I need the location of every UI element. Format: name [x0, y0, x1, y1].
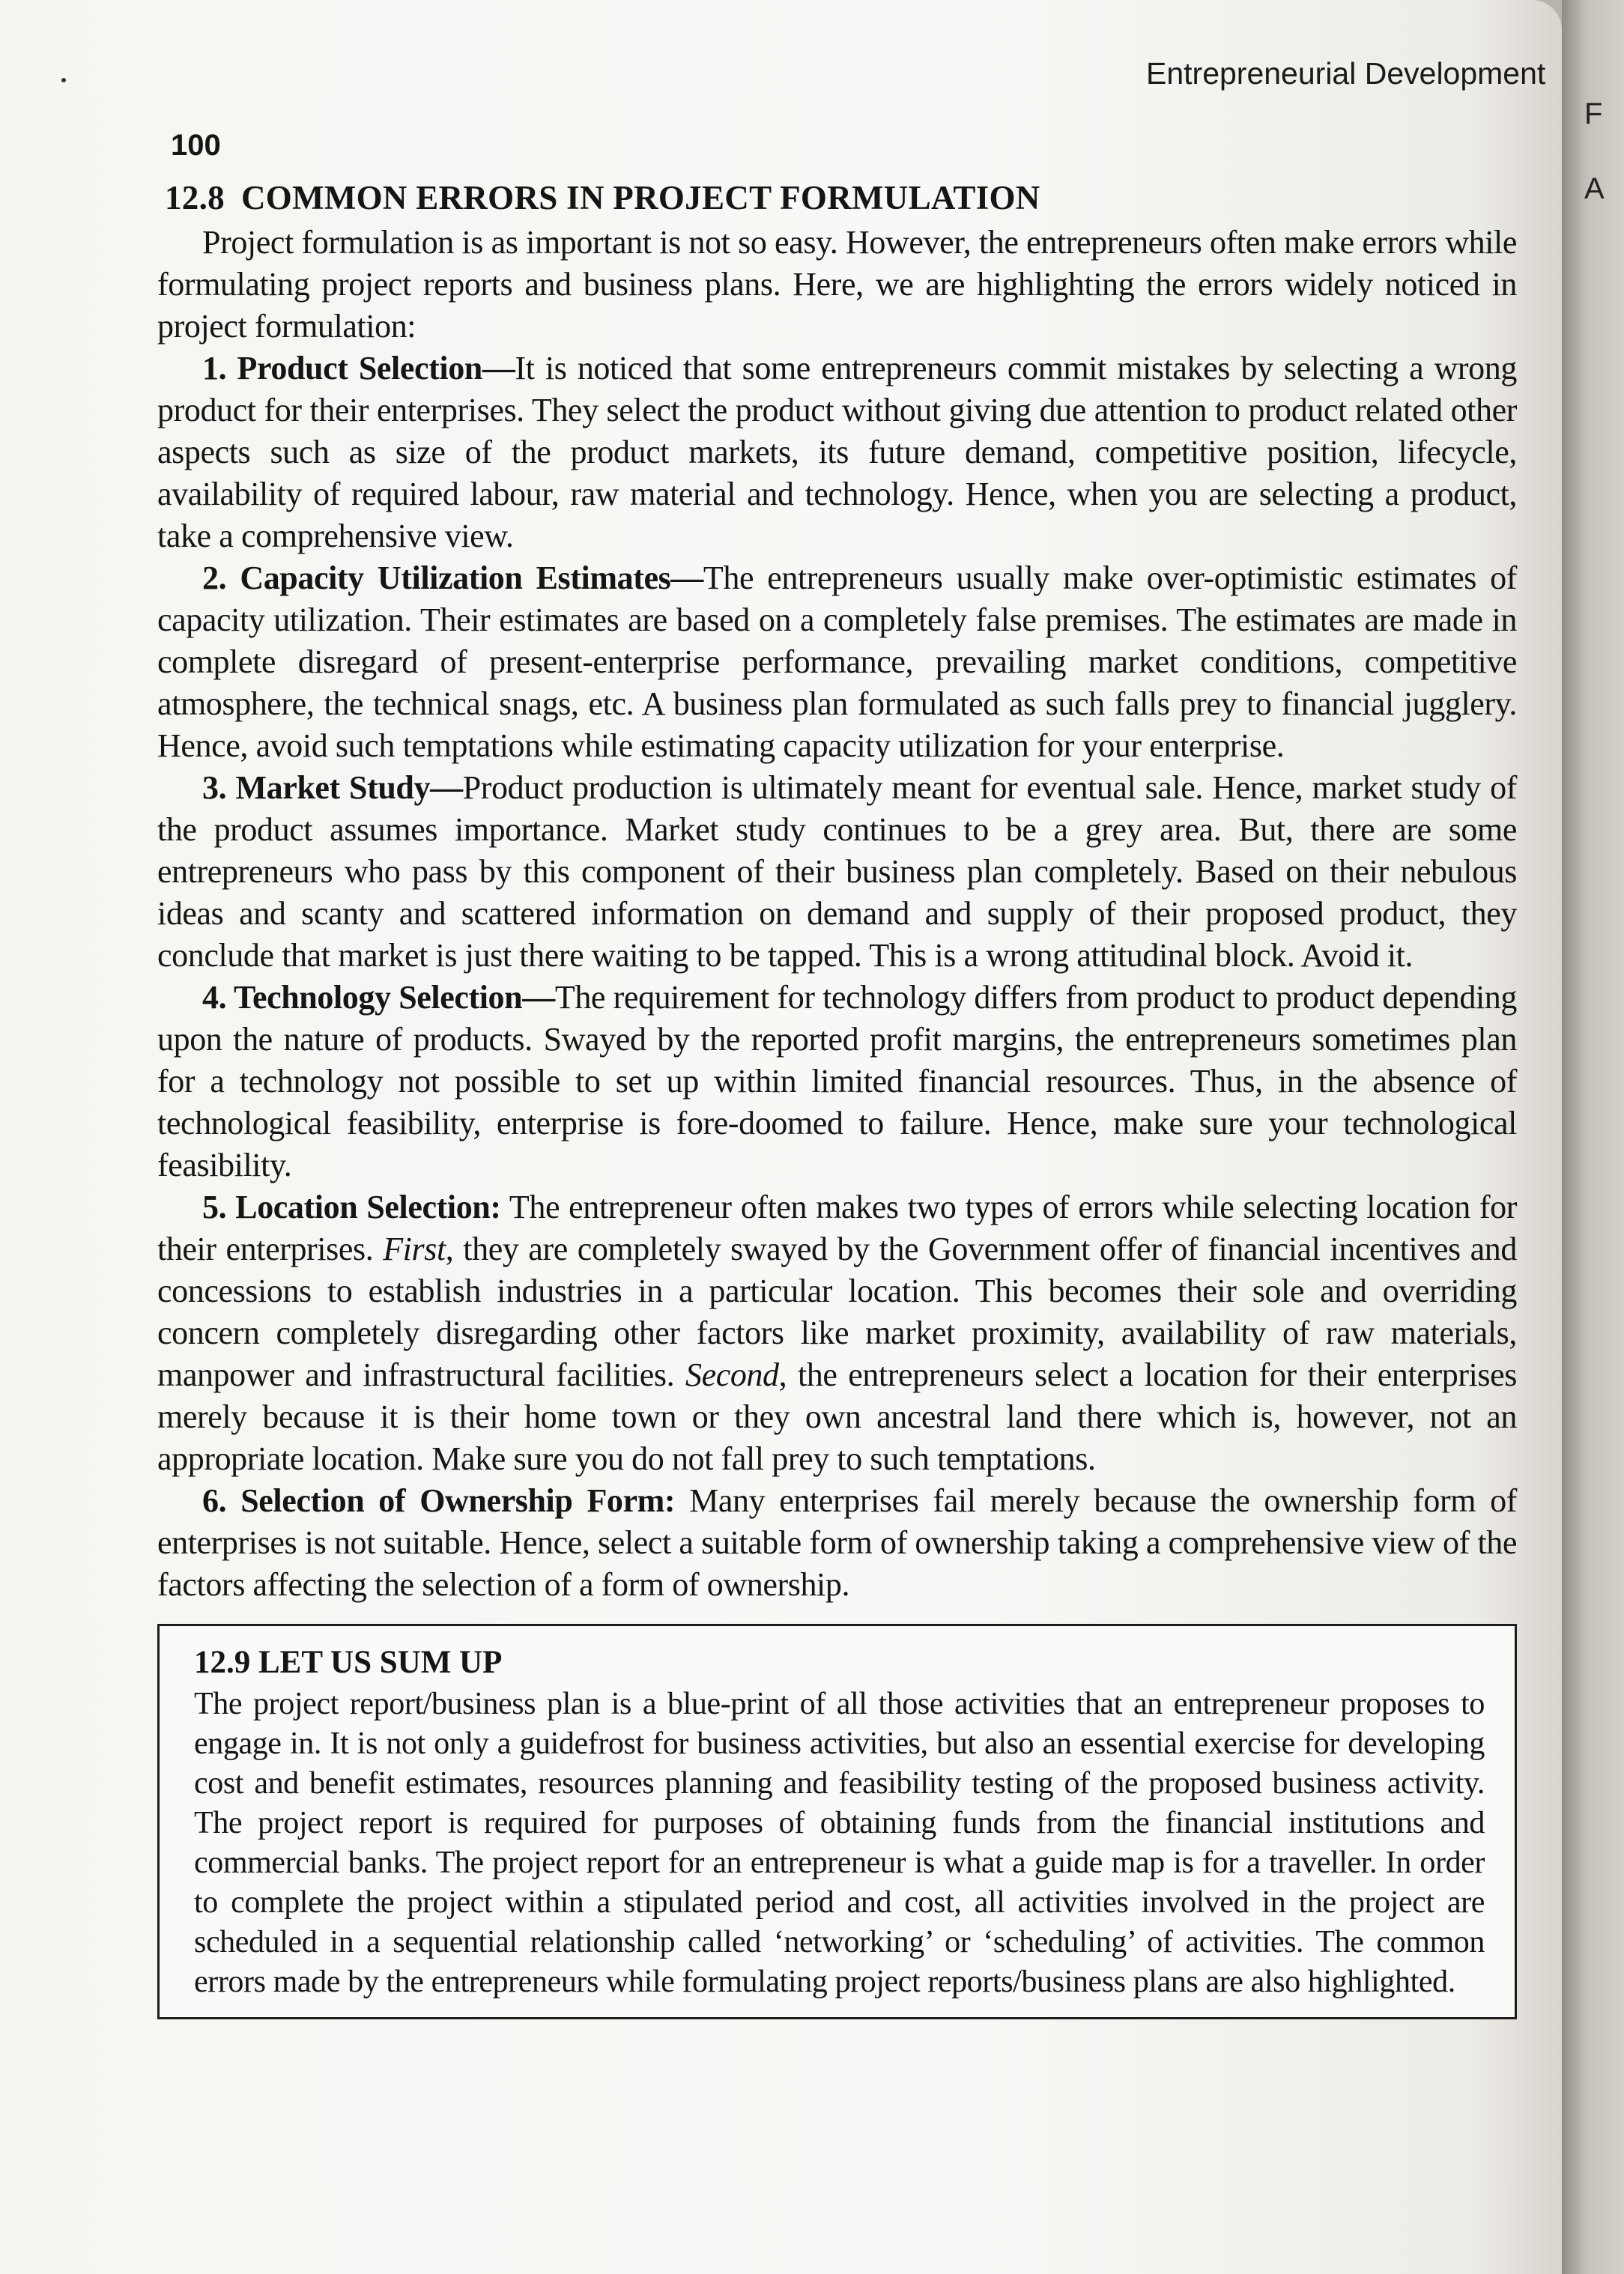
adjacent-page-fragment: A [1584, 172, 1605, 205]
item-text: The entrepreneurs usually make over-optimistic estimates of capacity utilization. Their estimates are based on a completely false premises. The estimates are made in complete disregard of present-enterprise performance, prevailing market conditions, competitive atmosphere, the technical snags, etc. A business plan formulated as such falls prey to financial jugglery. Hence, avoid such temptations while estimating capacity utilization for your enterprise. [157, 560, 1517, 764]
page-flow [157, 177, 1517, 2019]
item-text: The entrepreneur often makes two types of errors while selecting location for their enterprises. [157, 1189, 1517, 1267]
summary-box [157, 1624, 1517, 2019]
summary-body: The project report/business plan is a blue-print of all those activities that an entrepreneur proposes to engage in. It is not only a guidefrost for business activities, but also an essential exercise for developing cost and benefit estimates, resources planning and feasibility testing of the proposed business activity. The project report is required for purposes of obtaining funds from the financial institutions and commercial banks. The project report for an entrepreneur is what a guide map is for a traveller. In order to complete the project within a stipulated period and cost, all activities involved in the project are scheduled in a sequential relationship called ‘networking’ or ‘scheduling’ of activities. The common errors made by the entrepreneurs while formulating project reports/business plans are also highlighted. [194, 1687, 1485, 1999]
error-item-location-selection [157, 1186, 1517, 1480]
item-text: Product production is ultimately meant for eventual sale. Hence, market study of the product assumes importance. Market study continues to be a grey area. But, there are some entrepreneurs who pass by this component of their business plan completely. Based on their nebulous ideas and scanty and scattered information on demand and supply of their proposed product, they conclude that market is just there waiting to be tapped. This is a wrong attitudinal block. Avoid it. [157, 769, 1517, 974]
running-title: Entrepreneurial Development [1146, 56, 1546, 91]
error-item-market-study [157, 767, 1517, 977]
item-text: Many enterprises fail merely because the ownership form of enterprises is not suitable. Hence, select a suitable form of ownership taking a comprehensive view of the factors affecting the selection of a form of ownership. [157, 1482, 1517, 1603]
item-lead: 3. Market Study— [202, 769, 463, 806]
adjacent-page-edge [1562, 0, 1624, 2274]
item-lead: 6. Selection of Ownership Form: [202, 1482, 676, 1519]
adjacent-page-fragment: F [1584, 97, 1603, 130]
item-text: The requirement for technology differs from product to product depending upon the nature of products. Swayed by the reported profit margins, the entrepreneurs sometimes plan for a technology not possible to set up within limited financial resources. Thus, in the absence of technological feasibility, enterprise is fore-doomed to failure. Hence, make sure your technological feasibility. [157, 979, 1517, 1183]
summary-heading: 12.9 LET US SUM UP [194, 1645, 503, 1680]
item-lead: 2. Capacity Utilization Estimates— [202, 560, 703, 596]
intro-paragraph: Project formulation is as important is not so easy. However, the entrepreneurs often make errors while formulating project reports and business plans. Here, we are highlighting the errors widely noticed in project formulation: [157, 224, 1517, 345]
section-title: COMMON ERRORS IN PROJECT FORMULATION [240, 179, 1040, 216]
speck [61, 78, 66, 82]
item-lead: 1. Product Selection— [202, 350, 515, 386]
main-content [157, 177, 1517, 1606]
item-text: , they are completely swayed by the Government offer of financial incentives and concessions to establish industries in a particular location. This becomes their sole and overriding concern completely disregarding other factors like market proximity, availability of raw materials, manpower and infrastructural facilities. [157, 1231, 1517, 1393]
item-lead: 5. Location Selection: [202, 1189, 501, 1225]
item-text: , the entrepreneurs select a location for their enterprises merely because it is their home town or they own ancestral land there which is, however, not an appropriate location. Make sure you do not fall prey to such temptations. [157, 1356, 1517, 1477]
item-text: It is noticed that some entrepreneurs commit mistakes by selecting a wrong product for their enterprises. They select the product without giving due attention to product related other aspects such as size of the product markets, its future demand, competitive position, lifecycle, availability of required labour, raw material and technology. Hence, when you are selecting a product, take a comprehensive view. [157, 350, 1517, 554]
error-item-technology-selection [157, 977, 1517, 1186]
error-item-ownership-form [157, 1480, 1517, 1606]
section-number: 12.8 [165, 179, 225, 216]
error-item-product-selection [157, 348, 1517, 557]
item-emphasis: Second [685, 1356, 779, 1393]
section-heading [165, 177, 1517, 219]
item-emphasis: First [383, 1231, 446, 1267]
page-number: 100 [171, 129, 221, 162]
item-lead: 4. Technology Selection— [202, 979, 555, 1016]
error-item-capacity-utilization [157, 557, 1517, 767]
